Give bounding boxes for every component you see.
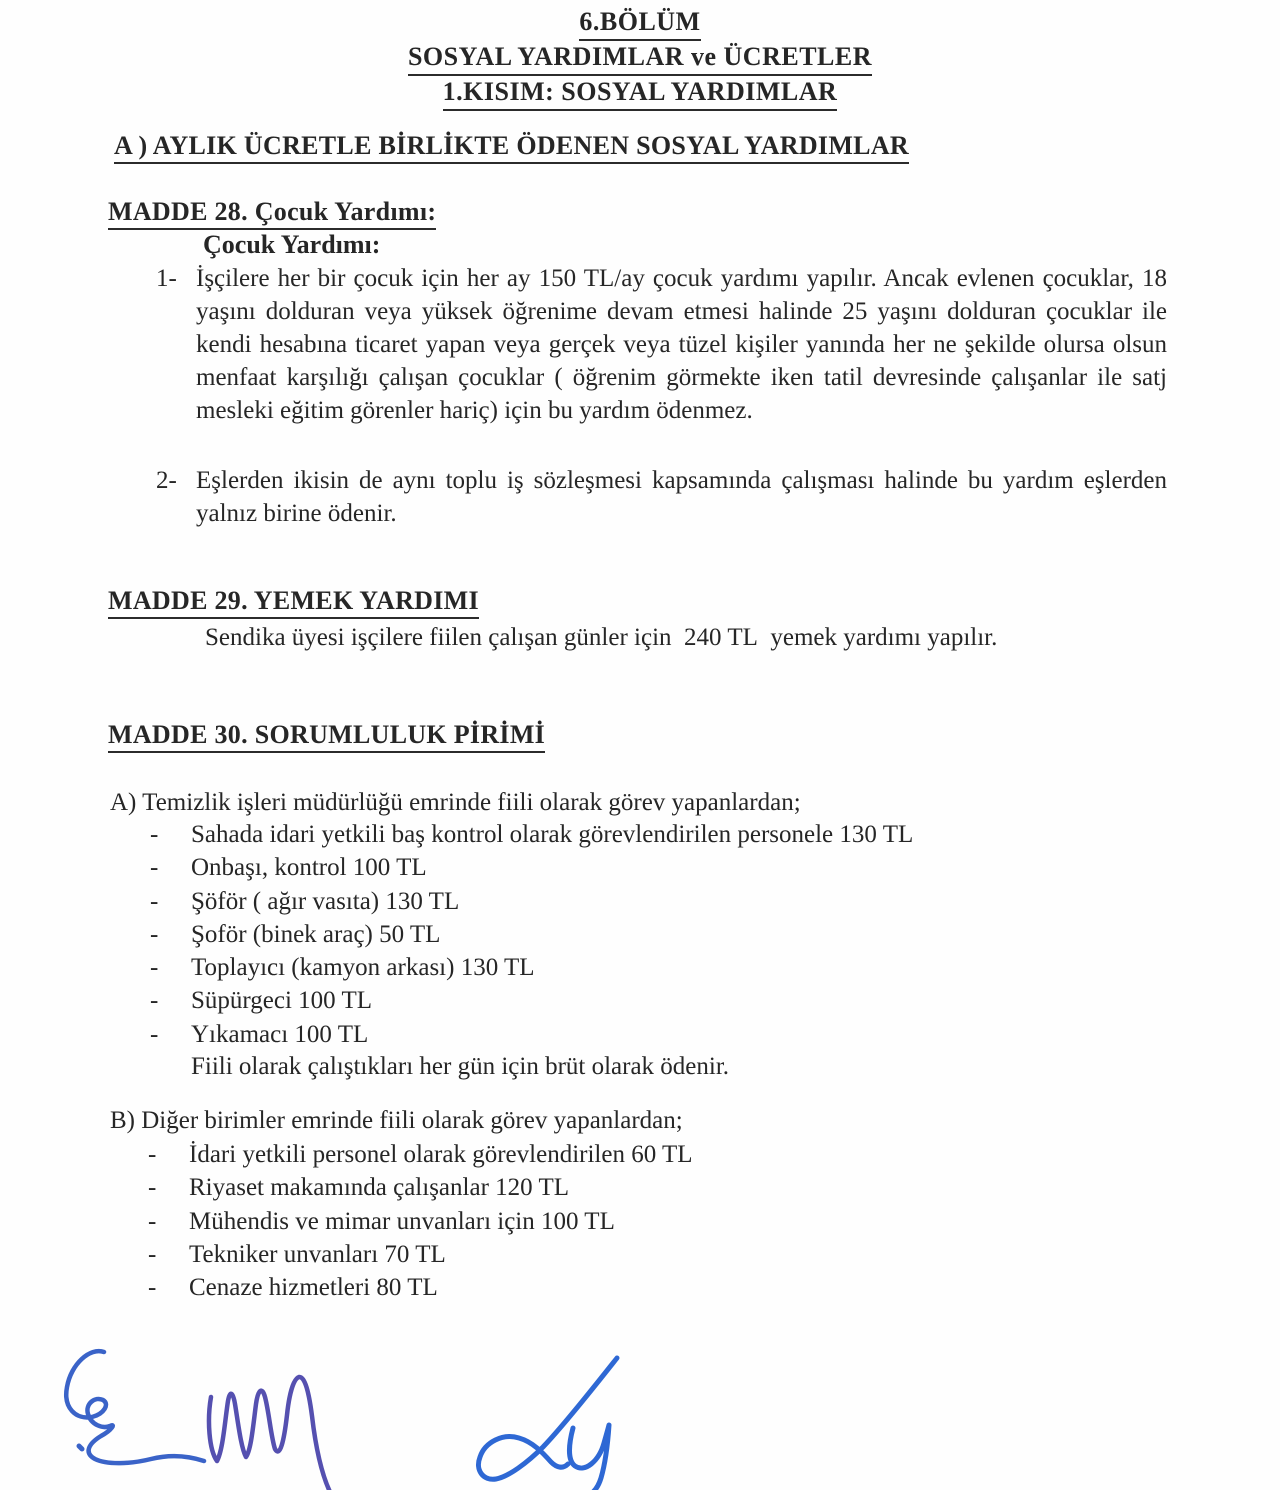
list-item [148,1238,693,1271]
dash-marker: - [150,854,159,882]
group-a-list [150,818,913,1051]
list-item [150,918,913,951]
signature-2 [209,1377,331,1490]
group-a-note: Fiili olarak çalıştıkları her gün için brüt olarak ödenir. [191,1053,730,1080]
item-marker: 1- [156,265,177,292]
section-a-heading: A ) AYLIK ÜCRETLE BİRLİKTE ÖDENEN SOSYAL YARDIMLAR [114,131,909,164]
list-item-text: Mühendis ve mimar unvanları için 100 TL [189,1207,615,1235]
list-item-text: Onbaşı, kontrol 100 TL [191,854,427,882]
article-29-heading: MADDE 29. YEMEK YARDIMI [108,586,479,619]
dash-marker: - [148,1141,157,1168]
dash-marker: - [148,1207,157,1235]
dash-marker: - [150,887,159,915]
list-item-text: Riyaset makamında çalışanlar 120 TL [189,1174,569,1202]
group-a-intro: A) Temizlik işleri müdürlüğü emrinde fiili olarak görev yapanlardan; [110,789,801,816]
list-item [148,1138,693,1171]
list-item-text: Şoför (binek araç) 50 TL [191,920,441,948]
article-29-body: Sendika üyesi işçilere fiilen çalışan günler için 240 TL yemek yardımı yapılır. [205,624,998,651]
dash-marker: - [150,821,159,848]
chapter-title-line-1: 6.BÖLÜM [0,6,1280,41]
dash-marker: - [150,954,159,982]
chapter-title-line-2: SOSYAL YARDIMLAR ve ÜCRETLER [0,41,1280,76]
article-28-item-2 [156,464,1167,530]
list-item [150,851,913,884]
group-b-list [148,1138,693,1304]
group-b-intro: B) Diğer birimler emrinde fiili olarak görev yapanlardan; [110,1107,683,1134]
dash-marker: - [148,1174,157,1202]
dash-marker: - [150,987,159,1015]
item-text: İşçilere her bir çocuk için her ay 150 TL/ay çocuk yardımı yapılır. Ancak evlenen çocuklar, 18 yaşını dolduran veya yüksek öğrenime devam etmesi halinde 25 yaşını dolduran çocuklar ile kendi hesabına ticaret yapan veya gerçek veya tüzel kişiler yanında her ne şekilde olursa olsun menfaat karşılığı çalışan çocuklar ( öğrenim görmekte iken tatil devresinde çalışanlar ile satj mesleki eğitim görenler hariç) için bu yardım ödenmez. [196,265,1167,424]
article-28-subheading: Çocuk Yardımı: [203,230,381,259]
list-item [150,984,913,1017]
list-item [150,951,913,984]
list-item [150,1018,913,1051]
list-item-text: Yıkamacı 100 TL [191,1020,369,1048]
article-30-heading: MADDE 30. SORUMLULUK PİRİMİ [108,720,545,753]
list-item-text: Sahada idari yetkili baş kontrol olarak görevlendirilen personele 130 TL [191,821,914,848]
dash-marker: - [148,1240,157,1268]
chapter-title-line-3: 1.KISIM: SOSYAL YARDIMLAR [0,76,1280,111]
list-item [150,885,913,918]
article-28-heading: MADDE 28. Çocuk Yardımı: [108,197,436,230]
list-item [150,818,913,851]
signature-3 [478,1358,617,1490]
item-marker: 2- [156,467,177,494]
list-item [148,1171,693,1204]
list-item-text: Şöför ( ağır vasıta) 130 TL [191,887,460,915]
list-item-text: İdari yetkili personel olarak görevlendirilen 60 TL [189,1141,693,1168]
list-item [148,1205,693,1238]
list-item-text: Tekniker unvanları 70 TL [189,1240,446,1268]
dash-marker: - [148,1274,157,1302]
dash-marker: - [150,1020,159,1048]
article-28-item-1 [156,262,1167,427]
dash-marker: - [150,920,159,948]
list-item-text: Süpürgeci 100 TL [191,987,373,1015]
item-text: Eşlerden ikisin de aynı toplu iş sözleşmesi kapsamında çalışması halinde bu yardım eşlerden yalnız birine ödenir. [196,467,1167,527]
signature-1 [66,1351,204,1463]
list-item [148,1271,693,1304]
list-item-text: Toplayıcı (kamyon arkası) 130 TL [191,954,535,982]
list-item-text: Cenaze hizmetleri 80 TL [189,1274,438,1302]
chapter-title [0,6,1280,111]
